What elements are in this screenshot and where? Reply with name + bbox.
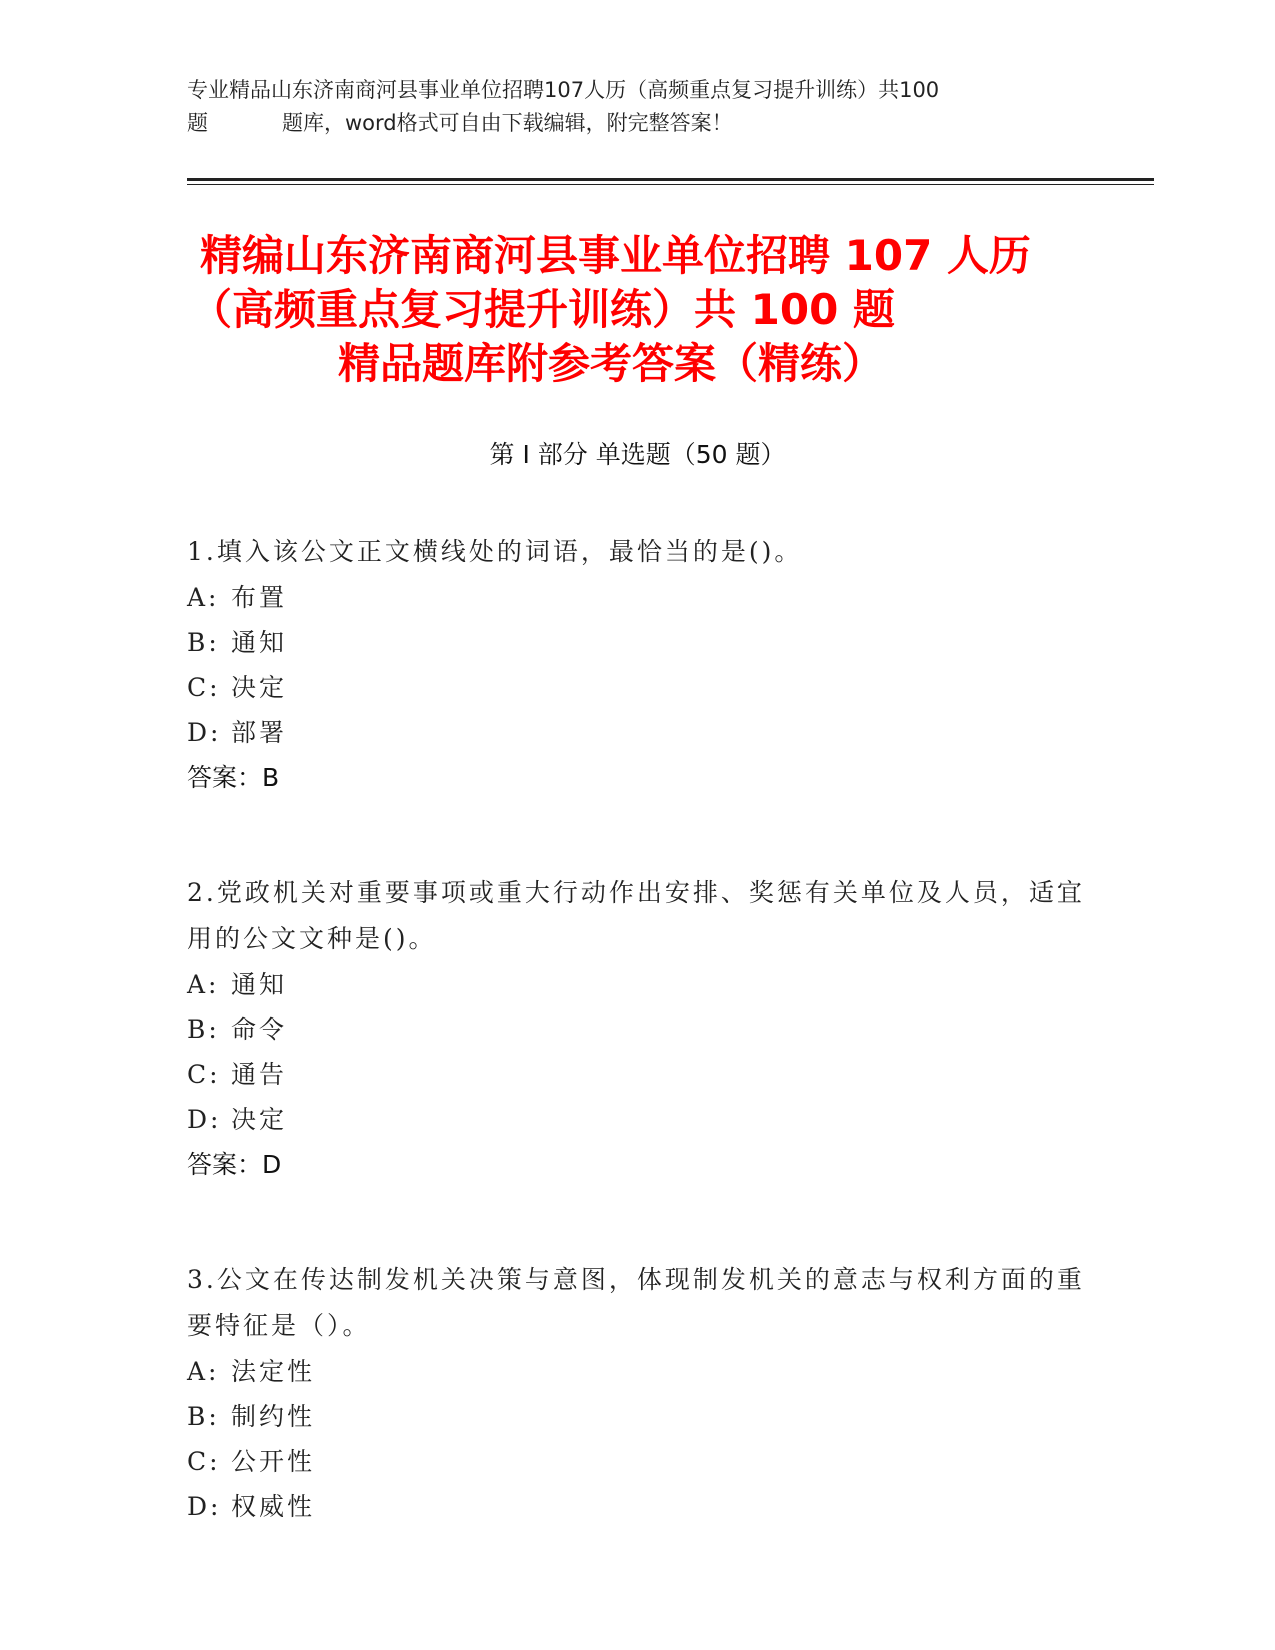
question-1 <box>187 529 1087 800</box>
option-letter: C: <box>187 1447 221 1476</box>
option-text: 决定 <box>231 673 288 702</box>
option-letter: A: <box>187 583 220 612</box>
header-line-2 <box>187 107 1087 140</box>
option-a <box>187 1349 1087 1394</box>
option-text: 制约性 <box>231 1402 316 1431</box>
question-stem: 3.公文在传达制发机关决策与意图，体现制发机关的意志与权利方面的重要特征是（）。 <box>187 1265 1085 1340</box>
option-b <box>187 1007 1087 1052</box>
title-line-2: （高频重点复习提升训练）共 100 题 <box>190 285 895 334</box>
option-b <box>187 1394 1087 1439</box>
option-text: 法定性 <box>231 1357 316 1386</box>
option-a <box>187 575 1087 620</box>
answer-line: 答案：B <box>187 763 280 792</box>
option-d <box>187 1097 1087 1142</box>
question-stem: 2.党政机关对重要事项或重大行动作出安排、奖惩有关单位及人员，适宜用的公文文种是()。 <box>187 878 1085 953</box>
option-text: 决定 <box>231 1105 288 1134</box>
option-text: 通告 <box>231 1060 288 1089</box>
option-text: 布置 <box>231 583 288 612</box>
option-letter: A: <box>187 1357 220 1386</box>
answer-line: 答案：D <box>187 1150 282 1179</box>
question-2 <box>187 870 1087 1187</box>
option-letter: D: <box>187 1492 222 1521</box>
header-line-2-right: 题库，word格式可自由下载编辑，附完整答案！ <box>282 111 733 135</box>
option-text: 权威性 <box>231 1492 316 1521</box>
title-line-1: 精编山东济南商河县事业单位招聘 107 人历 <box>200 231 1031 280</box>
header-line-2-left: 题 <box>187 111 208 135</box>
option-letter: B: <box>187 1015 220 1044</box>
option-c <box>187 1439 1087 1484</box>
question-3 <box>187 1257 1087 1529</box>
header-divider-thick <box>187 178 1154 181</box>
option-d <box>187 1484 1087 1529</box>
option-d <box>187 710 1087 755</box>
option-letter: B: <box>187 1402 220 1431</box>
option-text: 公开性 <box>231 1447 316 1476</box>
option-letter: D: <box>187 718 222 747</box>
option-a <box>187 962 1087 1007</box>
document-title <box>190 229 1090 391</box>
page-header <box>187 74 1087 140</box>
option-letter: A: <box>187 970 220 999</box>
option-text: 命令 <box>231 1015 288 1044</box>
header-divider-thin <box>187 184 1154 185</box>
question-list <box>187 529 1087 1529</box>
option-b <box>187 620 1087 665</box>
option-text: 通知 <box>231 970 288 999</box>
question-stem: 1.填入该公文正文横线处的词语，最恰当的是()。 <box>187 537 803 566</box>
option-letter: D: <box>187 1105 222 1134</box>
section-heading: 第 I 部分 单选题（50 题） <box>489 440 786 469</box>
option-text: 部署 <box>231 718 288 747</box>
option-letter: C: <box>187 673 221 702</box>
option-c <box>187 1052 1087 1097</box>
option-text: 通知 <box>231 628 288 657</box>
title-line-3: 精品题库附参考答案（精练） <box>338 339 885 388</box>
option-c <box>187 665 1087 710</box>
header-line-1: 专业精品山东济南商河县事业单位招聘107人历（高频重点复习提升训练）共100 <box>187 78 940 102</box>
option-letter: C: <box>187 1060 221 1089</box>
option-letter: B: <box>187 628 220 657</box>
